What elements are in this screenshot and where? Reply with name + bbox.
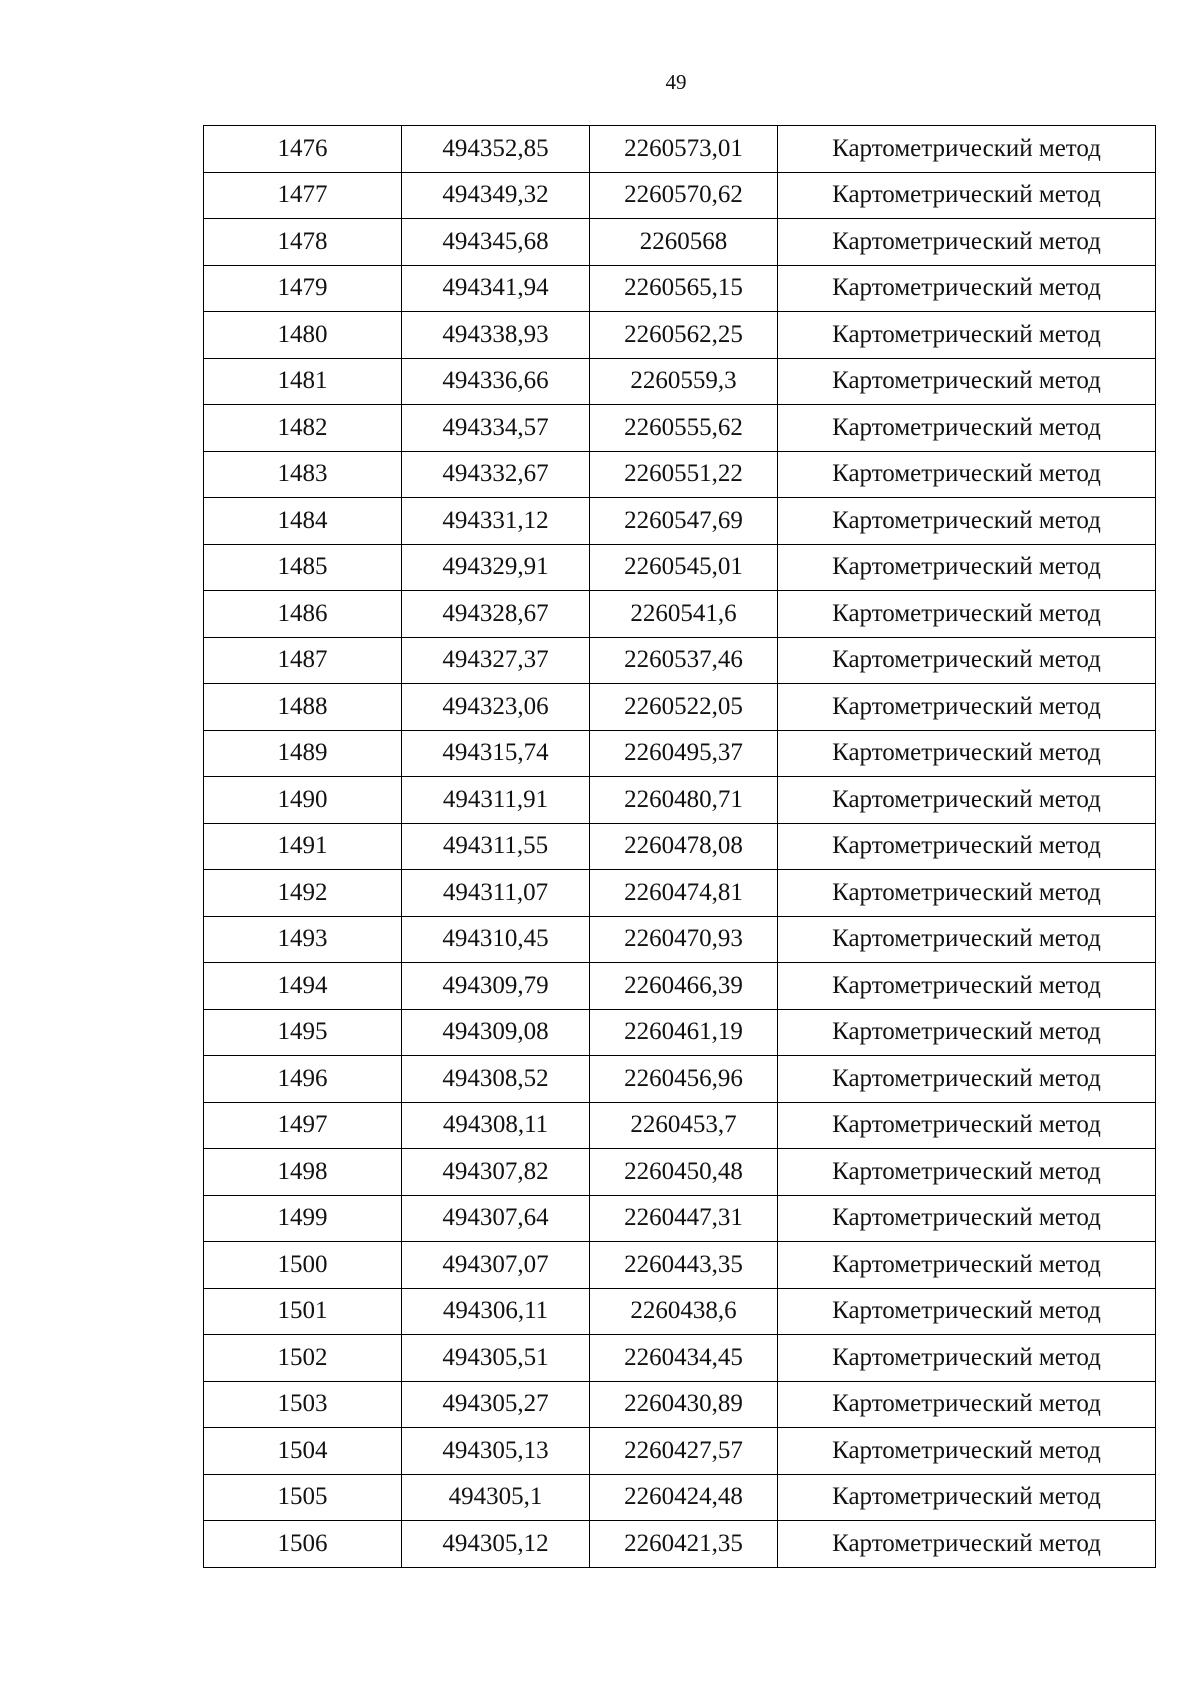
method-cell: Картометрический метод xyxy=(778,963,1156,1010)
y-coordinate-cell: 2260522,05 xyxy=(590,684,778,731)
method-cell: Картометрический метод xyxy=(778,358,1156,405)
y-coordinate-cell: 2260478,08 xyxy=(590,823,778,870)
method-cell: Картометрический метод xyxy=(778,916,1156,963)
y-coordinate-cell: 2260547,69 xyxy=(590,498,778,545)
method-cell: Картометрический метод xyxy=(778,870,1156,917)
point-number-cell: 1476 xyxy=(204,126,402,173)
y-coordinate-cell: 2260443,35 xyxy=(590,1242,778,1289)
point-number-cell: 1481 xyxy=(204,358,402,405)
table-row xyxy=(204,1335,1156,1382)
table-row xyxy=(204,265,1156,312)
x-coordinate-cell: 494328,67 xyxy=(402,591,590,638)
table-row xyxy=(204,358,1156,405)
x-coordinate-cell: 494307,07 xyxy=(402,1242,590,1289)
y-coordinate-cell: 2260456,96 xyxy=(590,1056,778,1103)
table-row xyxy=(204,498,1156,545)
table-row xyxy=(204,823,1156,870)
table-row xyxy=(204,544,1156,591)
table-row xyxy=(204,1102,1156,1149)
table-row xyxy=(204,637,1156,684)
table-row xyxy=(204,312,1156,359)
table-row xyxy=(204,963,1156,1010)
point-number-cell: 1486 xyxy=(204,591,402,638)
table-row xyxy=(204,1009,1156,1056)
y-coordinate-cell: 2260438,6 xyxy=(590,1288,778,1335)
method-cell: Картометрический метод xyxy=(778,265,1156,312)
point-number-cell: 1487 xyxy=(204,637,402,684)
x-coordinate-cell: 494307,64 xyxy=(402,1195,590,1242)
y-coordinate-cell: 2260537,46 xyxy=(590,637,778,684)
y-coordinate-cell: 2260559,3 xyxy=(590,358,778,405)
point-number-cell: 1482 xyxy=(204,405,402,452)
y-coordinate-cell: 2260480,71 xyxy=(590,777,778,824)
y-coordinate-cell: 2260421,35 xyxy=(590,1521,778,1568)
point-number-cell: 1485 xyxy=(204,544,402,591)
point-number-cell: 1505 xyxy=(204,1474,402,1521)
table-row xyxy=(204,1521,1156,1568)
point-number-cell: 1506 xyxy=(204,1521,402,1568)
table-row xyxy=(204,405,1156,452)
method-cell: Картометрический метод xyxy=(778,219,1156,266)
table-row xyxy=(204,916,1156,963)
x-coordinate-cell: 494315,74 xyxy=(402,730,590,777)
table-row xyxy=(204,1381,1156,1428)
x-coordinate-cell: 494311,55 xyxy=(402,823,590,870)
method-cell: Картометрический метод xyxy=(778,1335,1156,1382)
x-coordinate-cell: 494308,52 xyxy=(402,1056,590,1103)
point-number-cell: 1484 xyxy=(204,498,402,545)
point-number-cell: 1489 xyxy=(204,730,402,777)
y-coordinate-cell: 2260424,48 xyxy=(590,1474,778,1521)
table-row xyxy=(204,1195,1156,1242)
y-coordinate-cell: 2260430,89 xyxy=(590,1381,778,1428)
point-number-cell: 1501 xyxy=(204,1288,402,1335)
x-coordinate-cell: 494306,11 xyxy=(402,1288,590,1335)
point-number-cell: 1498 xyxy=(204,1149,402,1196)
method-cell: Картометрический метод xyxy=(778,591,1156,638)
x-coordinate-cell: 494307,82 xyxy=(402,1149,590,1196)
method-cell: Картометрический метод xyxy=(778,1521,1156,1568)
x-coordinate-cell: 494349,32 xyxy=(402,172,590,219)
table-row xyxy=(204,591,1156,638)
method-cell: Картометрический метод xyxy=(778,172,1156,219)
point-number-cell: 1502 xyxy=(204,1335,402,1382)
x-coordinate-cell: 494352,85 xyxy=(402,126,590,173)
coordinates-table xyxy=(203,125,1156,1568)
table-row xyxy=(204,1428,1156,1475)
table-row xyxy=(204,451,1156,498)
x-coordinate-cell: 494305,51 xyxy=(402,1335,590,1382)
y-coordinate-cell: 2260466,39 xyxy=(590,963,778,1010)
method-cell: Картометрический метод xyxy=(778,405,1156,452)
point-number-cell: 1493 xyxy=(204,916,402,963)
table-row xyxy=(204,172,1156,219)
method-cell: Картометрический метод xyxy=(778,1428,1156,1475)
x-coordinate-cell: 494334,57 xyxy=(402,405,590,452)
point-number-cell: 1499 xyxy=(204,1195,402,1242)
x-coordinate-cell: 494332,67 xyxy=(402,451,590,498)
x-coordinate-cell: 494310,45 xyxy=(402,916,590,963)
method-cell: Картометрический метод xyxy=(778,823,1156,870)
x-coordinate-cell: 494311,91 xyxy=(402,777,590,824)
method-cell: Картометрический метод xyxy=(778,777,1156,824)
y-coordinate-cell: 2260453,7 xyxy=(590,1102,778,1149)
y-coordinate-cell: 2260541,6 xyxy=(590,591,778,638)
y-coordinate-cell: 2260470,93 xyxy=(590,916,778,963)
method-cell: Картометрический метод xyxy=(778,1056,1156,1103)
x-coordinate-cell: 494311,07 xyxy=(402,870,590,917)
method-cell: Картометрический метод xyxy=(778,730,1156,777)
point-number-cell: 1504 xyxy=(204,1428,402,1475)
x-coordinate-cell: 494305,1 xyxy=(402,1474,590,1521)
table-row xyxy=(204,1288,1156,1335)
method-cell: Картометрический метод xyxy=(778,684,1156,731)
method-cell: Картометрический метод xyxy=(778,451,1156,498)
table-row xyxy=(204,684,1156,731)
y-coordinate-cell: 2260461,19 xyxy=(590,1009,778,1056)
x-coordinate-cell: 494305,13 xyxy=(402,1428,590,1475)
x-coordinate-cell: 494329,91 xyxy=(402,544,590,591)
point-number-cell: 1500 xyxy=(204,1242,402,1289)
point-number-cell: 1492 xyxy=(204,870,402,917)
method-cell: Картометрический метод xyxy=(778,1242,1156,1289)
point-number-cell: 1494 xyxy=(204,963,402,1010)
x-coordinate-cell: 494309,79 xyxy=(402,963,590,1010)
method-cell: Картометрический метод xyxy=(778,637,1156,684)
point-number-cell: 1497 xyxy=(204,1102,402,1149)
method-cell: Картометрический метод xyxy=(778,1149,1156,1196)
y-coordinate-cell: 2260434,45 xyxy=(590,1335,778,1382)
table-row xyxy=(204,870,1156,917)
x-coordinate-cell: 494331,12 xyxy=(402,498,590,545)
point-number-cell: 1483 xyxy=(204,451,402,498)
table-row xyxy=(204,1056,1156,1103)
y-coordinate-cell: 2260495,37 xyxy=(590,730,778,777)
y-coordinate-cell: 2260427,57 xyxy=(590,1428,778,1475)
table-row xyxy=(204,126,1156,173)
point-number-cell: 1490 xyxy=(204,777,402,824)
y-coordinate-cell: 2260555,62 xyxy=(590,405,778,452)
x-coordinate-cell: 494305,12 xyxy=(402,1521,590,1568)
point-number-cell: 1477 xyxy=(204,172,402,219)
method-cell: Картометрический метод xyxy=(778,1009,1156,1056)
x-coordinate-cell: 494323,06 xyxy=(402,684,590,731)
method-cell: Картометрический метод xyxy=(778,1381,1156,1428)
method-cell: Картометрический метод xyxy=(778,544,1156,591)
x-coordinate-cell: 494336,66 xyxy=(402,358,590,405)
coordinates-table-body xyxy=(204,126,1156,1568)
y-coordinate-cell: 2260545,01 xyxy=(590,544,778,591)
y-coordinate-cell: 2260565,15 xyxy=(590,265,778,312)
point-number-cell: 1479 xyxy=(204,265,402,312)
y-coordinate-cell: 2260551,22 xyxy=(590,451,778,498)
point-number-cell: 1495 xyxy=(204,1009,402,1056)
table-row xyxy=(204,1149,1156,1196)
y-coordinate-cell: 2260570,62 xyxy=(590,172,778,219)
table-row xyxy=(204,1474,1156,1521)
table-row xyxy=(204,1242,1156,1289)
point-number-cell: 1496 xyxy=(204,1056,402,1103)
y-coordinate-cell: 2260573,01 xyxy=(590,126,778,173)
y-coordinate-cell: 2260450,48 xyxy=(590,1149,778,1196)
table-row xyxy=(204,219,1156,266)
x-coordinate-cell: 494341,94 xyxy=(402,265,590,312)
point-number-cell: 1478 xyxy=(204,219,402,266)
point-number-cell: 1480 xyxy=(204,312,402,359)
table-row xyxy=(204,730,1156,777)
point-number-cell: 1503 xyxy=(204,1381,402,1428)
method-cell: Картометрический метод xyxy=(778,1195,1156,1242)
page-number: 49 xyxy=(665,70,687,94)
y-coordinate-cell: 2260562,25 xyxy=(590,312,778,359)
x-coordinate-cell: 494327,37 xyxy=(402,637,590,684)
x-coordinate-cell: 494305,27 xyxy=(402,1381,590,1428)
method-cell: Картометрический метод xyxy=(778,1474,1156,1521)
method-cell: Картометрический метод xyxy=(778,312,1156,359)
x-coordinate-cell: 494308,11 xyxy=(402,1102,590,1149)
x-coordinate-cell: 494345,68 xyxy=(402,219,590,266)
method-cell: Картометрический метод xyxy=(778,126,1156,173)
method-cell: Картометрический метод xyxy=(778,1288,1156,1335)
method-cell: Картометрический метод xyxy=(778,498,1156,545)
y-coordinate-cell: 2260568 xyxy=(590,219,778,266)
point-number-cell: 1491 xyxy=(204,823,402,870)
y-coordinate-cell: 2260474,81 xyxy=(590,870,778,917)
y-coordinate-cell: 2260447,31 xyxy=(590,1195,778,1242)
x-coordinate-cell: 494309,08 xyxy=(402,1009,590,1056)
method-cell: Картометрический метод xyxy=(778,1102,1156,1149)
table-row xyxy=(204,777,1156,824)
x-coordinate-cell: 494338,93 xyxy=(402,312,590,359)
point-number-cell: 1488 xyxy=(204,684,402,731)
